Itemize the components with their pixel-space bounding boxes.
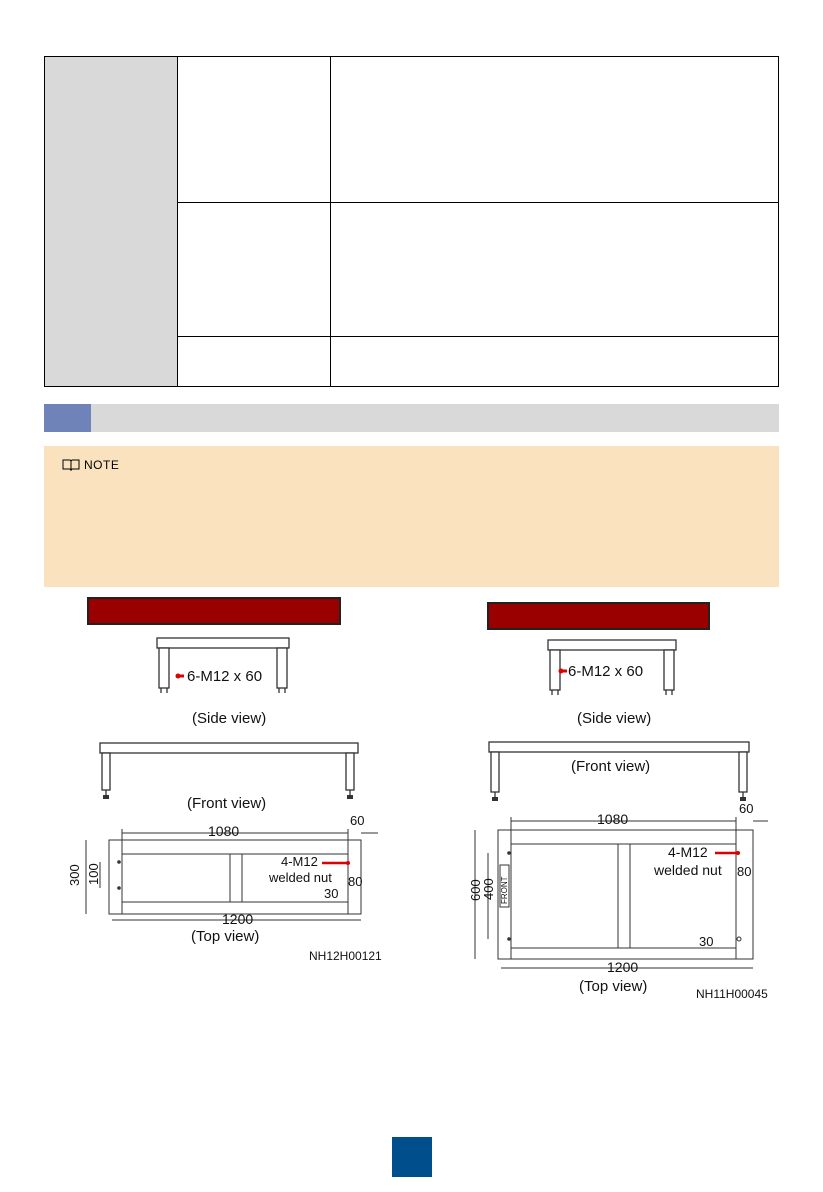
note-label (62, 458, 119, 472)
note-box (44, 446, 779, 587)
dim-depth: 600 (468, 879, 483, 901)
dim-hole-offset: 80 (348, 874, 363, 889)
right-mounting-diagram (463, 632, 783, 1002)
dim-bottom-offset: 30 (324, 886, 339, 901)
dim-inner-length: 1080 (208, 823, 240, 839)
dim-hole-spacing: 100 (86, 863, 101, 885)
front-view-label: (Front view) (187, 795, 267, 812)
dim-hole-offset: 80 (737, 864, 752, 879)
nut-spec: 4-M12 (668, 844, 708, 860)
spec-table-cell (331, 337, 778, 386)
left-diagram-drawing (60, 630, 400, 970)
side-bolts-label: 6-M12 x 60 (187, 668, 263, 685)
dim-right-margin: 60 (739, 801, 754, 816)
top-view-label: (Top view) (191, 928, 260, 945)
left-diagram-title-bar (87, 597, 341, 625)
dim-right-margin: 60 (350, 813, 365, 828)
front-mark: FRONT (500, 876, 509, 904)
right-diagram-drawing (463, 632, 783, 1002)
bolt-callout-dot (176, 674, 181, 679)
dim-bottom-offset: 30 (699, 934, 714, 949)
nut-type: welded nut (269, 870, 332, 885)
note-label-text: NOTE (84, 458, 120, 472)
section-heading-marker (44, 404, 91, 432)
spec-table-cell (178, 57, 331, 202)
spec-table-row (178, 203, 778, 337)
spec-table-category-cell (45, 57, 178, 386)
left-mounting-diagram (60, 630, 400, 970)
book-icon (62, 459, 80, 471)
dim-outer-length: 1200 (607, 959, 639, 975)
dim-inner-length: 1080 (597, 811, 629, 827)
spec-table-row (178, 337, 778, 386)
figure-code: NH12H00121 (309, 949, 382, 963)
spec-table-cell (331, 57, 778, 202)
side-view-label: (Side view) (577, 710, 652, 727)
dim-outer-length: 1200 (222, 911, 254, 927)
side-bolts-label: 6-M12 x 60 (568, 663, 644, 680)
nut-spec: 4-M12 (281, 854, 318, 869)
spec-table-cell (178, 337, 331, 386)
page-number-marker (392, 1137, 432, 1177)
section-heading-bar (44, 404, 779, 432)
figure-code: NH11H00045 (696, 987, 768, 1001)
spec-table-cell (178, 203, 331, 336)
spec-table-cell (331, 203, 778, 336)
side-view-label: (Side view) (192, 710, 267, 727)
top-view-label: (Top view) (579, 978, 648, 995)
dim-hole-spacing: 400 (481, 878, 496, 900)
nut-type: welded nut (654, 862, 722, 878)
dim-depth: 300 (67, 864, 82, 886)
spec-table-row (178, 57, 778, 203)
spec-table (44, 56, 779, 387)
front-view-label: (Front view) (571, 758, 651, 775)
right-diagram-title-bar (487, 602, 710, 630)
